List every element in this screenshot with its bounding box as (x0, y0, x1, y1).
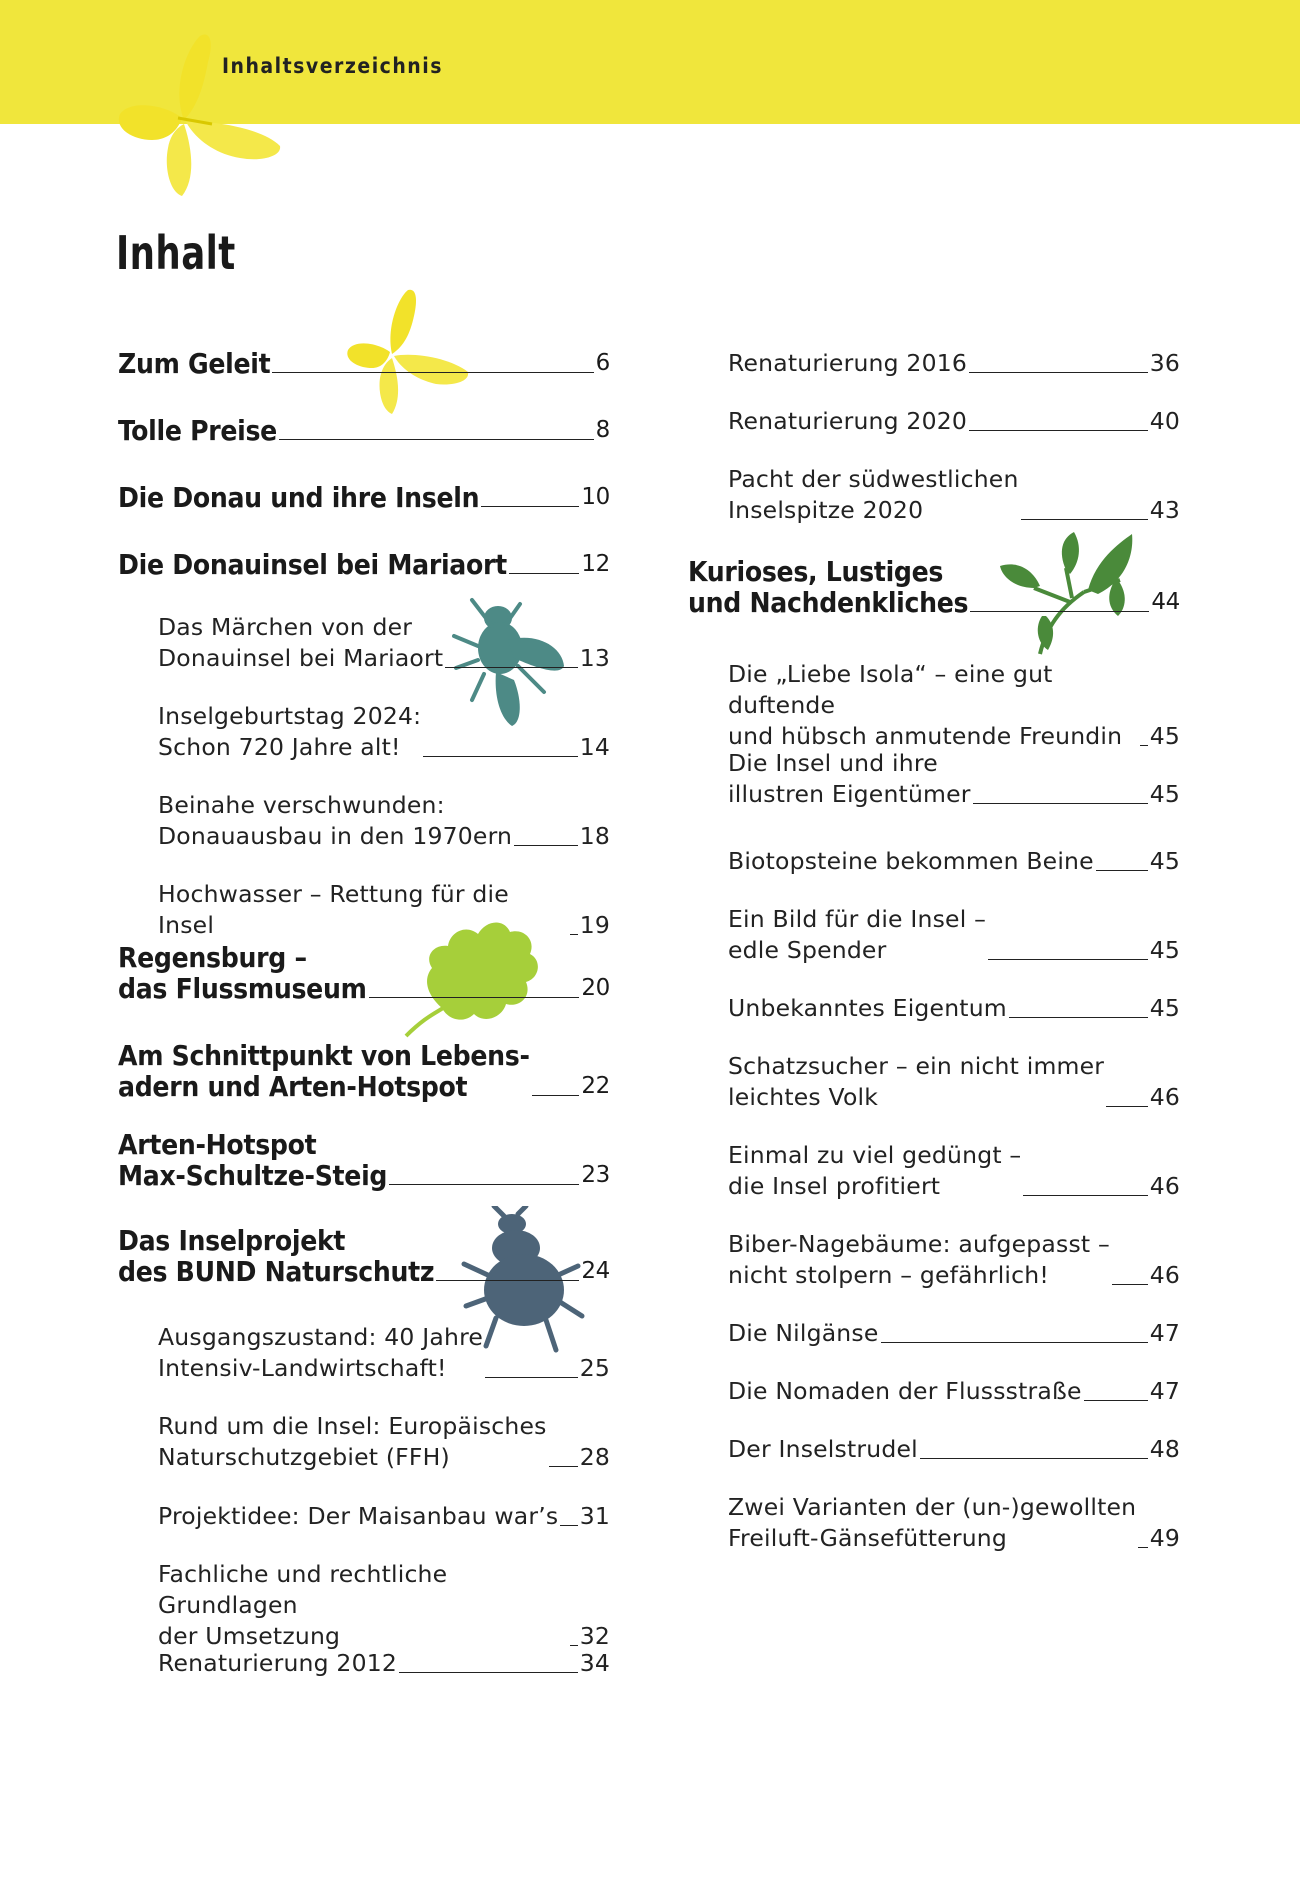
toc-title: Inselgeburtstag 2024: Schon 720 Jahre alt! (158, 702, 422, 761)
toc-title: Projektidee: Der Maisanbau war’s (158, 1502, 559, 1530)
toc-entry[interactable] (728, 1376, 1180, 1407)
toc-title: Beinahe verschwunden: Donauausbau in den 1970ern (158, 791, 513, 850)
toc-entry[interactable] (728, 993, 1180, 1024)
toc-page: 45 (1149, 994, 1180, 1022)
toc-page: 23 (581, 1162, 610, 1188)
dot-leader (969, 372, 1148, 373)
dot-leader (973, 803, 1148, 804)
toc-page: 31 (579, 1502, 610, 1530)
toc-title: Schatzsucher – ein nicht immer leichtes Volk (728, 1052, 1105, 1111)
dot-leader (1084, 1400, 1148, 1401)
dot-leader (279, 439, 594, 440)
toc-entry[interactable] (158, 1501, 610, 1532)
toc-title: Das Inselprojekt des BUND Naturschutz (118, 1224, 435, 1288)
toc-page: 36 (1149, 349, 1180, 377)
toc-page: 8 (595, 417, 610, 443)
toc-page: 12 (581, 551, 610, 577)
toc-page: 48 (1149, 1435, 1180, 1463)
dot-leader (445, 667, 577, 668)
toc-entry[interactable] (158, 1559, 610, 1652)
toc-entry[interactable] (728, 1229, 1180, 1291)
toc-title: Unbekanntes Eigentum (728, 994, 1007, 1022)
toc-page: 13 (579, 644, 610, 672)
toc-title: Ein Bild für die Insel – edle Spender (728, 905, 987, 964)
toc-title: Die Nilgänse (728, 1319, 879, 1347)
toc-page: 10 (581, 484, 610, 510)
toc-page: 28 (579, 1443, 610, 1471)
toc-entry[interactable] (118, 942, 610, 1004)
toc-page: 49 (1149, 1524, 1180, 1552)
dot-leader (389, 1184, 579, 1185)
toc-page: 18 (579, 822, 610, 850)
dot-leader (1138, 1547, 1147, 1548)
toc-entry[interactable] (158, 1322, 610, 1384)
toc-entry[interactable] (158, 612, 610, 674)
toc-page: 44 (1151, 589, 1180, 615)
dot-leader (969, 430, 1148, 431)
dot-leader (549, 1466, 578, 1467)
toc-entry[interactable] (118, 348, 610, 379)
toc-page: 46 (1149, 1172, 1180, 1200)
dot-leader (1023, 1195, 1147, 1196)
toc-page: 45 (1149, 936, 1180, 964)
toc-page: 47 (1149, 1319, 1180, 1347)
toc-page: 47 (1149, 1377, 1180, 1405)
toc-title: Tolle Preise (118, 414, 277, 447)
toc-page: 14 (579, 733, 610, 761)
toc-entry[interactable] (728, 748, 1180, 810)
toc-title: Die Donau und ihre Inseln (118, 481, 480, 514)
toc-title: Die Donauinsel bei Mariaort (118, 548, 507, 581)
toc-title: Renaturierung 2020 (728, 407, 968, 435)
dot-leader (1140, 745, 1148, 746)
toc-title: Fachliche und rechtliche Grundlagen der Umsetzung (158, 1560, 448, 1650)
toc-entry[interactable] (118, 415, 610, 446)
dot-leader (920, 1458, 1148, 1459)
dot-leader (514, 845, 578, 846)
toc-entry[interactable] (158, 790, 610, 852)
dot-leader (272, 372, 593, 373)
toc-title: Die Nomaden der Flussstraße (728, 1377, 1082, 1405)
toc-page: 22 (581, 1073, 610, 1099)
toc-entry[interactable] (728, 904, 1180, 966)
dot-leader (369, 997, 580, 998)
toc-entry[interactable] (158, 701, 610, 763)
toc-entry[interactable] (728, 1434, 1180, 1465)
dot-leader (399, 1672, 578, 1673)
toc-title: Die Insel und ihre illustren Eigentümer (728, 749, 971, 808)
dot-leader (1021, 519, 1148, 520)
header-label: Inhaltsverzeichnis (222, 54, 443, 78)
toc-title: Renaturierung 2016 (728, 349, 968, 377)
toc-page: 19 (579, 911, 610, 939)
toc-entry[interactable] (728, 1140, 1180, 1202)
toc-title: Biotopsteine bekommen Beine (728, 847, 1094, 875)
toc-page: 45 (1149, 722, 1180, 750)
toc-title: Das Märchen von der Donauinsel bei Mariaort (158, 613, 444, 672)
toc-page: 40 (1149, 407, 1180, 435)
toc-entry[interactable] (158, 1648, 610, 1679)
toc-page: 34 (579, 1649, 610, 1677)
dot-leader (1009, 1017, 1148, 1018)
dot-leader (481, 506, 579, 507)
toc-entry[interactable] (118, 482, 610, 513)
toc-entry[interactable] (728, 1492, 1180, 1554)
toc-title: Rund um die Insel: Europäisches Naturschutzgebiet (FFH) (158, 1412, 547, 1471)
dot-leader (988, 959, 1148, 960)
toc-page: 45 (1149, 847, 1180, 875)
toc-entry[interactable] (158, 879, 610, 941)
dot-leader (570, 1645, 578, 1646)
toc-title: Pacht der südwestlichen Inselspitze 2020 (728, 465, 1019, 524)
toc-page: 45 (1149, 780, 1180, 808)
dot-leader (423, 756, 577, 757)
toc-title: Renaturierung 2012 (158, 1649, 398, 1677)
toc-entry[interactable] (728, 1318, 1180, 1349)
toc-entry[interactable] (728, 406, 1180, 437)
toc-title: Kurioses, Lustiges und Nachdenkliches (688, 555, 969, 619)
toc-title: Einmal zu viel gedüngt – die Insel profitiert (728, 1141, 1022, 1200)
toc-page: 46 (1149, 1261, 1180, 1289)
toc-title: Zum Geleit (118, 347, 271, 380)
dot-leader (532, 1095, 580, 1096)
dot-leader (509, 573, 579, 574)
toc-entry[interactable] (728, 348, 1180, 379)
toc-entry[interactable] (118, 549, 610, 580)
toc-page: 32 (579, 1622, 610, 1650)
dot-leader (881, 1342, 1148, 1343)
dot-leader (1106, 1106, 1148, 1107)
dot-leader (1096, 870, 1148, 871)
toc-title: Ausgangszustand: 40 Jahre Intensiv-Landwirtschaft! (158, 1323, 484, 1382)
toc-entry[interactable] (688, 556, 1180, 618)
toc-entry[interactable] (728, 464, 1180, 526)
toc-title: Hochwasser – Rettung für die Insel (158, 880, 509, 939)
toc-entry[interactable] (118, 1040, 610, 1102)
toc-entry[interactable] (118, 1129, 610, 1191)
toc-entry[interactable] (728, 1051, 1180, 1113)
dot-leader (570, 934, 578, 935)
dot-leader (970, 611, 1149, 612)
dot-leader (1112, 1284, 1148, 1285)
toc-page: 25 (579, 1354, 610, 1382)
toc-page: 46 (1149, 1083, 1180, 1111)
toc-entry[interactable] (728, 659, 1180, 752)
toc-title: Am Schnittpunkt von Lebens- adern und Arten-Hotspot (118, 1039, 530, 1103)
toc-entry[interactable] (728, 846, 1180, 877)
toc-entry[interactable] (158, 1411, 610, 1473)
toc-page: 20 (581, 975, 610, 1001)
toc-title: Biber-Nagebäume: aufgepasst – nicht stolpern – gefährlich! (728, 1230, 1110, 1289)
toc-page: 43 (1149, 496, 1180, 524)
toc-title: Zwei Varianten der (un-)gewollten Freiluft-Gänsefütterung (728, 1493, 1137, 1552)
toc-title: Arten-Hotspot Max-Schultze-Steig (118, 1128, 388, 1192)
toc-title: Regensburg – das Flussmuseum (118, 941, 367, 1005)
toc-title: Der Inselstrudel (728, 1435, 918, 1463)
toc-page: 6 (595, 350, 610, 376)
toc-page: 24 (581, 1258, 610, 1284)
dot-leader (560, 1525, 577, 1526)
dot-leader (436, 1280, 579, 1281)
page-title: Inhalt (116, 226, 236, 280)
toc-title: Die „Liebe Isola“ – eine gut duftende und hübsch anmutende Freundin (728, 660, 1123, 750)
toc-entry[interactable] (118, 1225, 610, 1287)
dot-leader (485, 1377, 578, 1378)
